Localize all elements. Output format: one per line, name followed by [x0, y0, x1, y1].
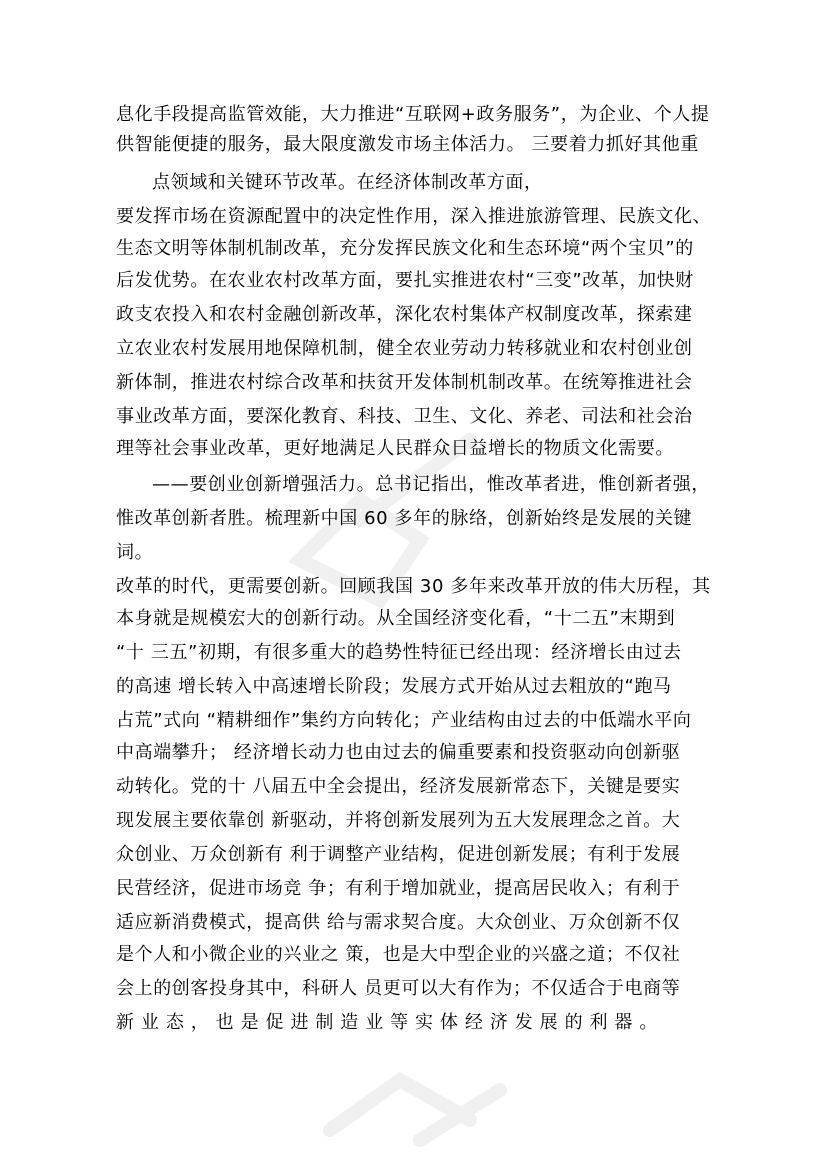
text-line: 新体制，推进农村综合改革和扶贫开发体制机制改革。在统筹推进社会	[116, 372, 693, 393]
text-line: 词。	[116, 542, 154, 563]
text-line: 息化手段提高监管效能，大力推进“互联网+政务服务”，为企业、个人提	[116, 104, 710, 125]
text-line: 动转化。党的十 八届五中全会提出，经济发展新常态下，关键是要实	[116, 776, 681, 797]
text-line: 的高速 增长转入中高速增长阶段；发展方式开始从过去粗放的“跑马	[116, 676, 672, 697]
text-line: 惟改革创新者胜。梳理新中国 60 多年的脉络，创新始终是发展的关键	[116, 508, 693, 529]
text-line: 政支农投入和农村金融创新改革，深化农村集体产权制度改革，探索建	[116, 304, 693, 325]
text-line: 会上的创客投身其中，科研人 员更可以大有作为；不仅适合于电商等	[116, 978, 681, 999]
text-line: 现发展主要依靠创 新驱动，并将创新发展列为五大发展理念之首。大	[116, 810, 681, 831]
text-line: 生态文明等体制机制改革，充分发挥民族文化和生态环境“两个宝贝”的	[116, 238, 694, 259]
text-line: 后发优势。在农业农村改革方面，要扎实推进农村“三变”改革，加快财	[116, 270, 694, 291]
text-line: 是个人和小微企业的兴业之 策，也是大中型企业的兴盛之道；不仅社	[116, 944, 681, 965]
text-line: 改革的时代，更需要创新。回顾我国 30 多年来改革开放的伟大历程，其	[116, 576, 711, 597]
text-line: “十 三五”初期，有很多重大的趋势性特征已经出现：经济增长由过去	[116, 642, 682, 663]
text-line: 适应新消费模式，提高供 给与需求契合度。大众创业、万众创新不仅	[116, 912, 681, 933]
text-line: 占荒”式向 “精耕细作”集约方向转化；产业结构由过去的中低端水平向	[116, 710, 692, 731]
text-line: 中高端攀升； 经济增长动力也由过去的偏重要素和投资驱动向创新驱	[116, 742, 681, 763]
text-line: 众创业、万众创新有 利于调整产业结构，促进创新发展；有利于发展	[116, 844, 681, 865]
text-line: 要发挥市场在资源配置中的决定性作用，深入推进旅游管理、民族文化、	[116, 206, 712, 227]
text-line: 理等社会事业改革，更好地满足人民群众日益增长的物质文化需要。	[116, 438, 674, 459]
text-line: 点领域和关键环节改革。在经济体制改革方面，	[152, 172, 543, 193]
text-line: 民营经济，促进市场竞 争；有利于增加就业，提高居民收入；有利于	[116, 878, 681, 899]
text-line: 事业改革方面，要深化教育、科技、卫生、文化、养老、司法和社会治	[116, 406, 693, 427]
text-line: 立农业农村发展用地保障机制，健全农业劳动力转移就业和农村创业创	[116, 338, 693, 359]
text-line: 本身就是规模宏大的创新行动。从全国经济变化看，“十二五”末期到	[116, 608, 676, 629]
text-line: 供智能便捷的服务，最大限度激发市场主体活力。 三要着力抓好其他重	[116, 134, 699, 155]
text-line: ——要创业创新增强活力。总书记指出，惟改革者进，惟创新者强，	[152, 474, 710, 495]
text-line: 新 业 态 ， 也 是 促 进 制 造 业 等 实 体 经 济 发 展 的 利 器 。	[116, 1012, 658, 1033]
